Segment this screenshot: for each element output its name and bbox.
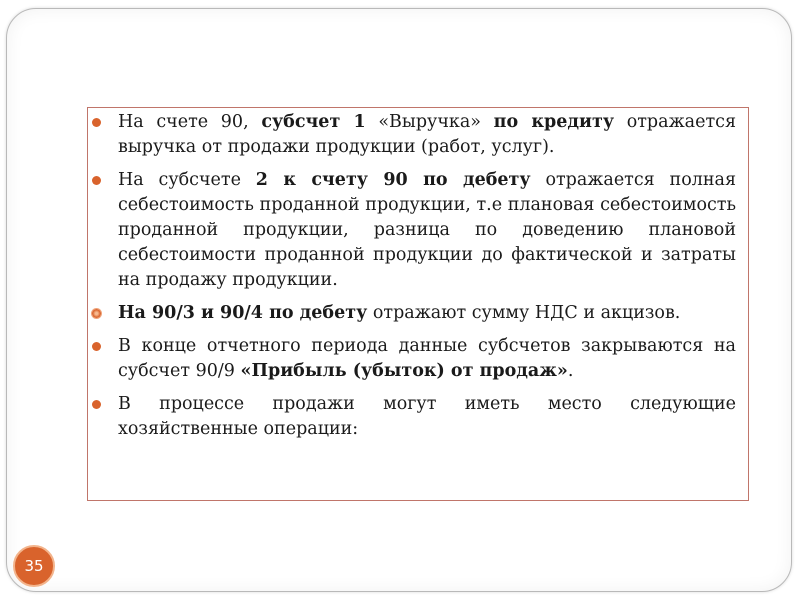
bullet-item xyxy=(88,110,748,160)
bullet-sun-icon xyxy=(92,309,101,318)
page-number: 35 xyxy=(24,557,44,575)
bold-text-segment: субсчет 1 xyxy=(261,112,366,132)
bullet-text xyxy=(118,336,736,381)
text-segment: В конце отчетного периода данные субсчетов закрываются на субсчет xyxy=(118,336,736,381)
bullet-dot-icon xyxy=(92,118,101,127)
bullet-item xyxy=(88,334,748,384)
text-segment: . xyxy=(567,361,574,381)
bullet-text xyxy=(118,112,736,157)
content-box xyxy=(87,107,749,501)
bullet-item xyxy=(88,301,748,326)
bold-text-segment: На 90/3 и 90/4 по дебету xyxy=(118,303,368,323)
bullet-text xyxy=(118,394,736,439)
bullet-dot-icon xyxy=(92,342,101,351)
bullet-dot-icon xyxy=(92,176,101,185)
slide-frame xyxy=(6,8,792,592)
bullet-item xyxy=(88,392,748,442)
bullet-dot-icon xyxy=(92,400,101,409)
bold-text-segment: 2 к счету 90 по дебету xyxy=(255,170,531,190)
text-segment: отражается полная себестоимость проданной продукции, т.е плановая себестоимость проданной продукции, разница по доведению плановой себестоимости проданной продукции до фактической и затраты на продажу продукции. xyxy=(118,170,736,290)
text-segment: «Выручка» xyxy=(365,112,494,132)
text-segment: На субсчете xyxy=(118,170,256,190)
bold-text-segment: «Прибыль (убыток) от продаж» xyxy=(240,361,568,381)
text-segment: На счете xyxy=(118,112,221,132)
text-segment: 90 xyxy=(220,112,244,132)
text-segment: В процессе продажи могут иметь место следующие хозяйственные операции: xyxy=(118,394,736,439)
bold-text-segment: по кредиту xyxy=(493,112,615,132)
bullet-list xyxy=(88,110,748,450)
text-segment: 90/9 xyxy=(195,361,235,381)
bullet-text xyxy=(118,170,736,290)
bullet-item xyxy=(88,168,748,293)
bullet-text xyxy=(118,303,680,323)
page-number-badge xyxy=(13,545,55,587)
text-segment: , xyxy=(243,112,262,132)
text-segment: отражают сумму НДС и акцизов. xyxy=(367,303,681,323)
text-segment: отражается выручка от продажи продукции (работ, услуг). xyxy=(118,112,736,157)
